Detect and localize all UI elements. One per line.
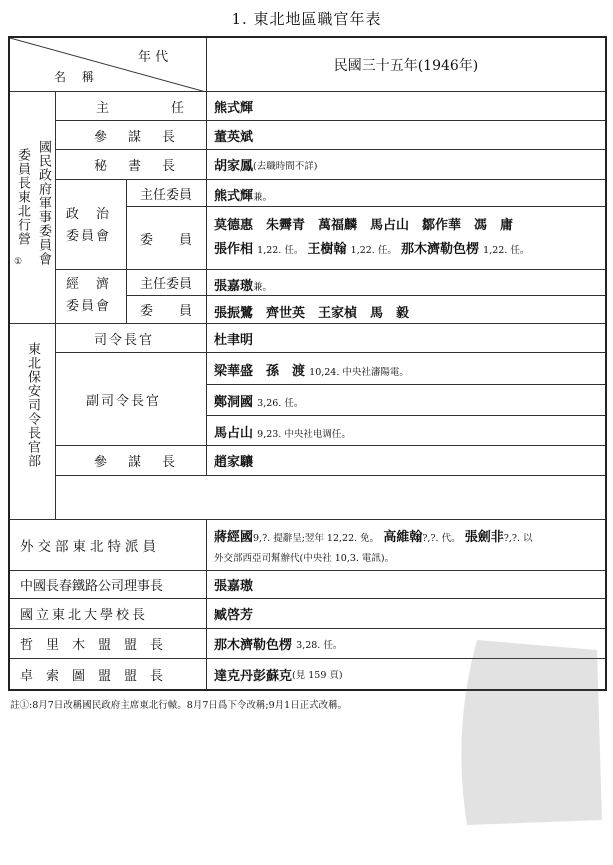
row-value: 杜聿明 [214,332,254,348]
table-row [10,599,605,629]
member-note: 1,22. 任。 [350,245,397,256]
table-row [56,446,605,476]
table-row [56,150,605,180]
row-value: 趙家驤 [214,455,254,470]
row-value: 馬占山 [214,426,254,441]
diagonal-divider [10,38,206,92]
row-value: 鄭洞國 [214,395,254,410]
member: 那木濟勒色楞 [401,242,480,257]
empty-row [56,476,605,520]
group1-title: 委員長東北行營 [15,148,30,246]
row-value: 那木濟勒色楞 [214,638,293,653]
row-value: 張劍非 [464,530,504,545]
member: 張作相 [214,242,254,257]
committee-politics [56,180,605,270]
row-value: 高維翰 [383,530,423,545]
row-value: 梁華盛 孫 渡 [214,364,306,379]
table-row [10,520,605,571]
row-label: 卓 索 圖 盟 盟 長 [20,668,164,684]
row-value: 熊式輝 [214,189,254,204]
group1-subtitle: 國民政府軍事委員會 [36,140,51,266]
officials-table [8,36,607,691]
group-label-xingying [10,92,56,324]
header-name-label: 名 稱 [54,70,100,84]
group2-title: 東北保安司令長官部 [25,342,40,468]
row-label: 副司令長官 [86,393,162,409]
table-row [56,92,605,121]
row-value: 達克丹彭蘇克 [214,668,293,684]
members-line: 張振鷺 齊世英 王家楨 馬 毅 [214,306,410,321]
member-note: 1,22. 任。 [483,245,530,256]
deputy-commanders [56,353,605,446]
row-value: 蔣經國 [214,530,254,545]
row-note: 10,24. 中央社瀋陽電。 [309,367,409,378]
row-label: 秘 書 長 [94,159,180,174]
row-note: 9,23. 中央社电调任。 [257,429,351,440]
table-row [56,121,605,150]
group-label-baoan [10,324,56,520]
row-note: (見 159 頁) [292,670,343,681]
sub-label: 主任委員 [139,187,192,203]
row-note: 3,26. 任。 [257,398,304,409]
table-row [56,324,605,353]
row-value: 胡家鳳 [214,159,254,174]
members-line1: 莫德惠 朱霽青 萬福麟 馬占山 鄒作華 馮 庸 [214,218,514,233]
committee-label: 經 濟 委員會 [66,277,112,314]
table-row [10,571,605,599]
page-title: 1. 東北地區職官年表 [231,10,382,28]
sub-label: 委 員 [139,304,192,319]
row-value: 臧啓芳 [214,608,254,623]
watermark-seal [447,630,607,830]
row-value: 董英斌 [214,129,254,145]
row-value: 張嘉璈 [214,279,254,294]
header-year-value: 民國三十五年(1946年) [333,57,479,74]
row-value: 熊式輝 [214,100,254,116]
row-label: 中國長春鐵路公司理事長 [20,579,164,594]
member: 王樹翰 [307,242,347,257]
row-note: 9,?. 提辭呈;翌年 12,22. 免。 [253,533,380,544]
row-note: (去職時間不詳) [253,160,318,172]
row-label: 參 謀 長 [94,455,180,470]
committee-label: 政 治 委員會 [66,207,112,244]
sub-label: 主任委員 [139,277,192,292]
row-note: ?,?. 代。 [422,533,461,544]
row-label: 司令長官 [94,332,155,348]
header-year-label: 年 代 [138,50,169,65]
row-note: 外交部西亞司幫辦代(中央社 10,3. 電訊)。 [214,553,395,564]
row-label: 主 任 [96,100,197,116]
row-note: 兼。 [253,282,273,293]
member-note: 1,22. 任。 [257,245,304,256]
row-label: 國立東北大學校長 [20,608,149,623]
footnote-mark: ① [14,257,23,267]
row-note: 3,28. 任。 [296,639,343,651]
table-header [10,38,605,92]
sub-label: 委 員 [139,233,192,248]
footnote: 註①:8月7日改稱國民政府主席東北行轅。8月7日爲下令改稱;9月1日正式改稱。 [10,700,348,711]
row-note: 兼。 [253,192,273,203]
row-label: 參 謀 長 [94,129,180,145]
row-value: 張嘉璈 [214,579,254,594]
committee-economy [56,270,605,324]
row-label: 外交部東北特派員 [20,539,160,555]
row-note: ?,?. 以 [503,533,533,544]
row-label: 哲 里 木 盟 盟 長 [20,638,164,653]
